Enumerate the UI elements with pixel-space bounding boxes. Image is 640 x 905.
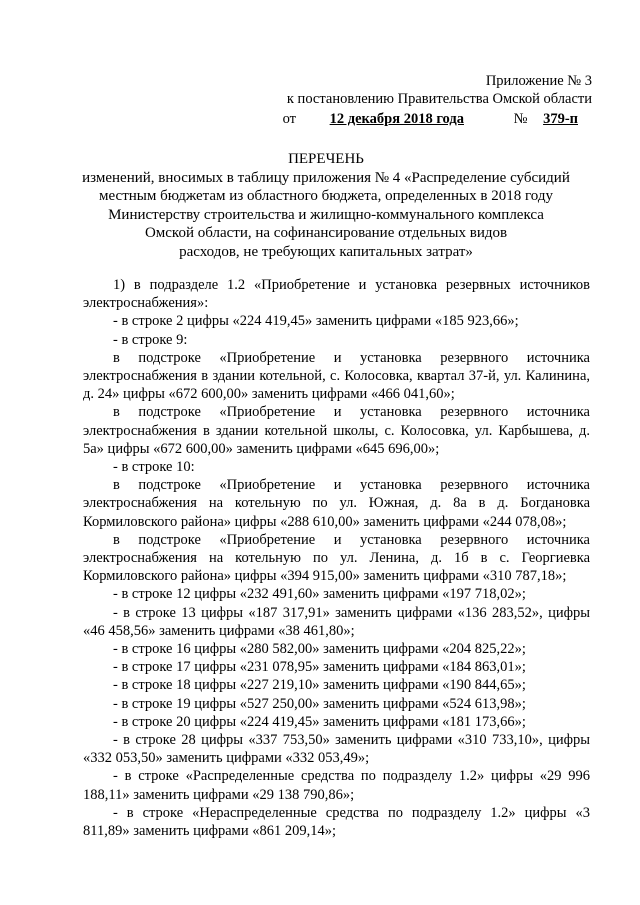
paragraph: в подстроке «Приобретение и установка резервного источника электроснабжения на котельную по ул. Ленина, д. 1б в с. Георгиевка Кормиловского района» цифры «394 915,00» заменить цифрами «310 787,18»; <box>83 531 590 585</box>
title-line: изменений, вносимых в таблицу приложения № 4 «Распределение субсидий <box>82 169 570 186</box>
title-line: расходов, не требующих капитальных затрат» <box>179 243 473 260</box>
paragraph: - в строке 10: <box>113 459 195 476</box>
paragraph: в подстроке «Приобретение и установка резервного источника электроснабжения на котельную по ул. Южная, д. 8а в д. Богдановка Кормиловского района» цифры «288 610,00» заменить цифрами «244 078,08»; <box>83 477 590 530</box>
paragraph: в подстроке «Приобретение и установка резервного источника электроснабжения в здании котельной школы, с. Колосовка, ул. Карбышева, д. 5а» цифры «672 600,00» заменить цифрами «645 696,00»; <box>83 404 590 457</box>
paragraph: - в строке «Нераспределенные средства по подразделу 1.2» цифры «3 811,89» заменить цифрами «861 209,14»; <box>83 804 590 840</box>
paragraph: - в строке 9: <box>113 331 188 348</box>
title-line: Омской области, на софинансирование отдельных видов <box>144 225 508 241</box>
resolution-reference: к постановлению Правительства Омской области <box>286 91 592 107</box>
paragraph: - в строке 2 цифры «224 419,45» заменить цифрами «185 923,66»; <box>113 313 519 330</box>
paragraph: - в строке 28 цифры «337 753,50» заменить цифрами «310 733,10», цифры «332 053,50» заменить цифрами «332 053,49»; <box>83 732 590 767</box>
paragraph: - в строке 13 цифры «187 317,91» заменить цифрами «136 283,52», цифры «46 458,56» заменить цифрами «38 461,80»; <box>83 604 590 639</box>
title-line: местным бюджетам из областного бюджета, определенных в 2018 году <box>99 188 553 204</box>
paragraph: - в строке 19 цифры «527 250,00» заменить цифрами «524 613,98»; <box>113 695 526 712</box>
number-label: № <box>513 111 528 127</box>
paragraph: - в строке 20 цифры «224 419,45» заменить цифрами «181 173,66»; <box>113 713 526 730</box>
document-title <box>60 150 592 261</box>
paragraph: - в строке 16 цифры «280 582,00» заменить цифрами «204 825,22»; <box>113 641 526 658</box>
appendix-number: Приложение № 3 <box>485 73 592 89</box>
title-line: Министерству строительства и жилищно-коммунального комплекса <box>108 206 544 223</box>
paragraph: в подстроке «Приобретение и установка резервного источника электроснабжения в здании котельной, с. Колосовка, квартал 37-й, ул. Калинина, д. 24» цифры «672 600,00» заменить цифрами «466 041,60»; <box>83 349 590 403</box>
document-body <box>83 276 590 840</box>
resolution-date: 12 декабря 2018 года <box>329 111 464 127</box>
from-label: от <box>282 111 296 127</box>
paragraph: - в строке «Распределенные средства по подразделу 1.2» цифры «29 996 188,11» заменить цифрами «29 138 790,86»; <box>83 768 590 803</box>
title-heading: ПЕРЕЧЕНЬ <box>288 151 364 167</box>
paragraph: 1) в подразделе 1.2 «Приобретение и установка резервных источников электроснабжения»: <box>83 277 590 312</box>
paragraph: - в строке 12 цифры «232 491,60» заменить цифрами «197 718,02»; <box>113 586 526 603</box>
paragraph: - в строке 18 цифры «227 219,10» заменить цифрами «190 844,65»; <box>113 677 526 694</box>
paragraph: - в строке 17 цифры «231 078,95» заменить цифрами «184 863,01»; <box>113 659 526 676</box>
resolution-number: 379-п <box>543 111 578 127</box>
resolution-date-line <box>283 110 592 128</box>
